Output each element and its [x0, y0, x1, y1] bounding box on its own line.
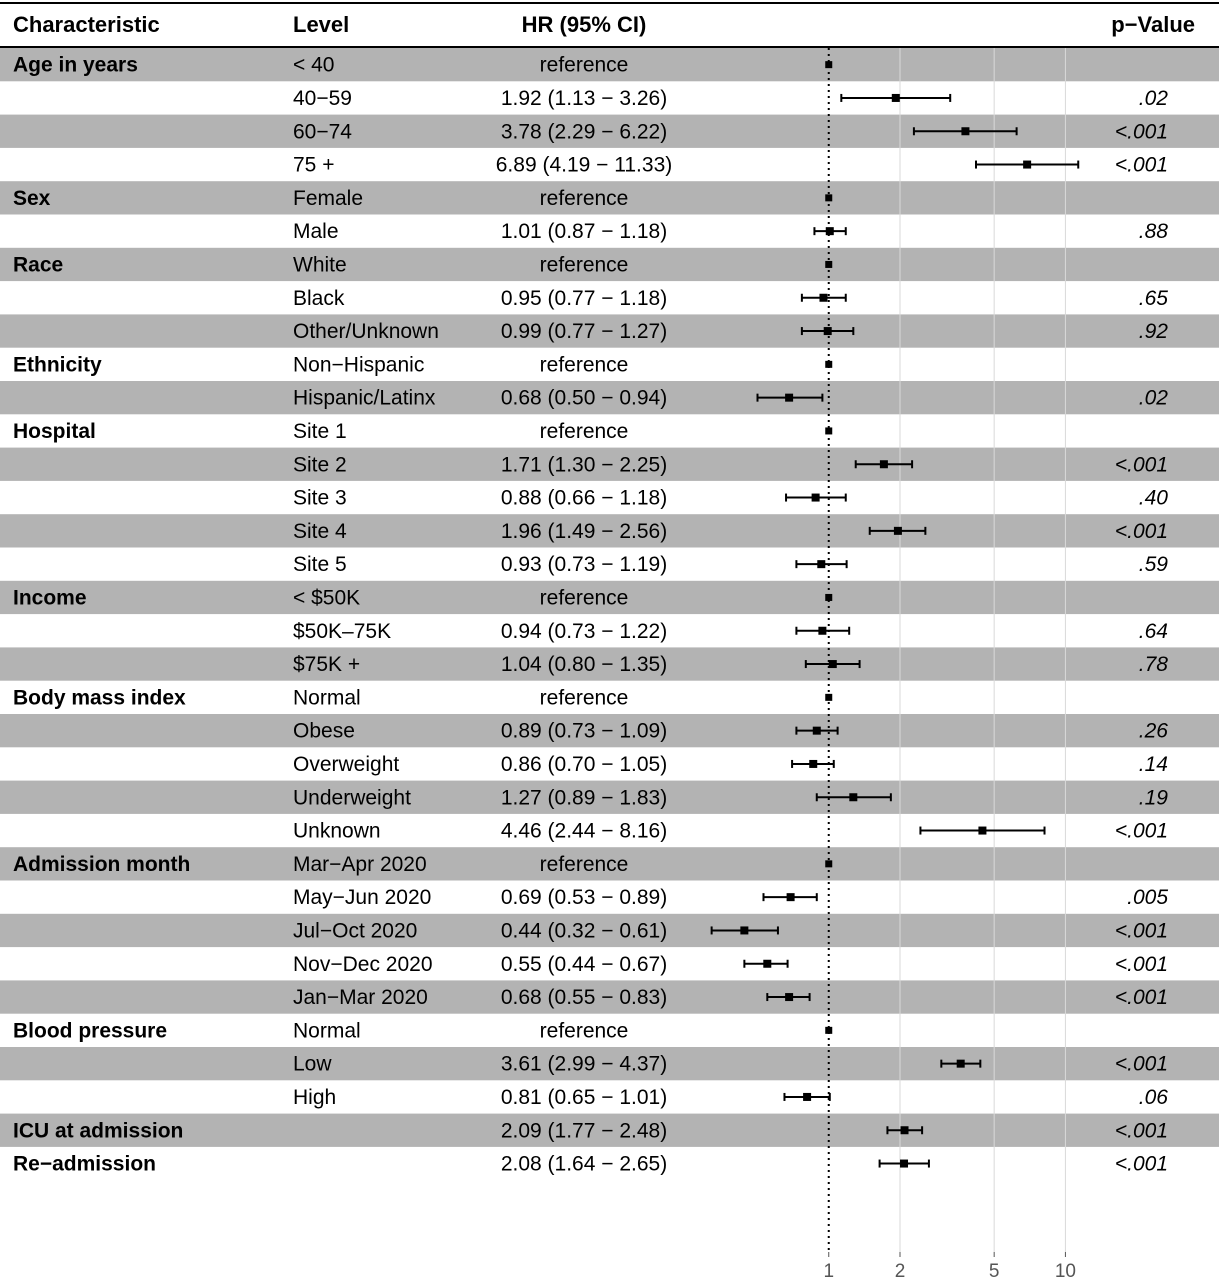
- level-label: Male: [293, 220, 339, 244]
- group-label: Body mass index: [13, 686, 186, 710]
- hr-label: reference: [539, 53, 629, 77]
- hr-label: 0.89 (0.73 − 1.09): [500, 719, 668, 743]
- hr-label: 1.71 (1.30 − 2.25): [500, 453, 668, 477]
- hr-label: 0.81 (0.65 − 1.01): [500, 1085, 668, 1109]
- hr-point: [880, 460, 888, 468]
- hr-point: [849, 793, 857, 801]
- hr-label: 3.61 (2.99 − 4.37): [500, 1052, 668, 1076]
- hr-label: 0.94 (0.73 − 1.22): [500, 619, 668, 643]
- hr-point: [812, 494, 820, 502]
- level-label: Normal: [293, 686, 361, 710]
- hr-label: 0.95 (0.77 − 1.18): [500, 286, 668, 310]
- level-label: Site 3: [293, 486, 347, 510]
- level-label: Mar−Apr 2020: [293, 852, 427, 876]
- hr-label: 6.89 (4.19 − 11.33): [495, 153, 673, 177]
- hr-label: reference: [539, 1019, 629, 1043]
- p-value: <.001: [1114, 1152, 1168, 1176]
- level-label: < 40: [293, 53, 335, 77]
- hr-label: 0.68 (0.55 − 0.83): [500, 986, 668, 1010]
- p-value: <.001: [1114, 1052, 1168, 1076]
- hr-point: [825, 194, 832, 201]
- hr-label: 1.96 (1.49 − 2.56): [500, 519, 668, 543]
- hr-label: 1.27 (0.89 − 1.83): [500, 786, 668, 810]
- hr-point: [819, 294, 827, 302]
- table-row: [293, 886, 1168, 909]
- level-label: White: [293, 253, 347, 277]
- level-label: Site 4: [293, 519, 347, 543]
- p-value: <.001: [1114, 952, 1168, 976]
- hr-point: [825, 1027, 832, 1034]
- hr-point: [826, 227, 834, 235]
- level-label: Black: [293, 286, 345, 310]
- p-value: <.001: [1114, 153, 1168, 177]
- hr-point: [825, 61, 832, 68]
- hr-label: 0.99 (0.77 − 1.27): [500, 320, 668, 344]
- p-value: .59: [1138, 553, 1168, 577]
- table-row: [13, 686, 832, 709]
- p-value: .65: [1138, 286, 1168, 310]
- level-label: Jul−Oct 2020: [293, 919, 418, 943]
- table-row: [293, 820, 1168, 843]
- p-value: <.001: [1114, 120, 1168, 144]
- hr-point: [901, 1126, 909, 1134]
- level-label: Site 2: [293, 453, 347, 477]
- level-label: Obese: [293, 719, 355, 743]
- table-row: [293, 220, 1168, 243]
- level-label: Unknown: [293, 819, 381, 843]
- hr-point: [825, 427, 832, 434]
- header-level: Level: [293, 12, 350, 37]
- level-label: Overweight: [293, 752, 400, 776]
- hr-label: 0.93 (0.73 − 1.19): [500, 553, 668, 577]
- hr-point: [825, 860, 832, 867]
- group-label: Age in years: [13, 53, 138, 77]
- group-label: ICU at admission: [13, 1119, 184, 1143]
- level-label: < $50K: [293, 586, 361, 610]
- hr-point: [978, 827, 986, 835]
- table-row: [13, 1153, 1168, 1176]
- hr-point: [740, 926, 748, 934]
- p-value: .005: [1127, 886, 1168, 910]
- hr-label: 0.68 (0.50 − 0.94): [500, 386, 668, 410]
- table-row: [293, 287, 1168, 310]
- hr-label: 0.44 (0.32 − 0.61): [500, 919, 668, 943]
- hr-point: [900, 1160, 908, 1168]
- p-value: .19: [1138, 786, 1168, 810]
- hr-point: [818, 627, 826, 635]
- hr-point: [817, 560, 825, 568]
- hr-label: 0.86 (0.70 − 1.05): [500, 752, 668, 776]
- hr-point: [892, 94, 900, 102]
- level-label: May−Jun 2020: [293, 886, 432, 910]
- hr-point: [803, 1093, 811, 1101]
- hr-point: [825, 261, 832, 268]
- p-value: <.001: [1114, 919, 1168, 943]
- hr-label: 4.46 (2.44 − 8.16): [500, 819, 668, 843]
- hr-point: [813, 727, 821, 735]
- hr-point: [957, 1060, 965, 1068]
- hr-label: 0.55 (0.44 − 0.67): [500, 952, 668, 976]
- p-value: .02: [1138, 386, 1168, 410]
- p-value: .02: [1138, 86, 1168, 110]
- level-label: Site 1: [293, 419, 347, 443]
- group-label: Blood pressure: [13, 1019, 168, 1043]
- level-label: Other/Unknown: [293, 320, 439, 344]
- group-label: Admission month: [13, 852, 191, 876]
- level-label: Underweight: [293, 786, 411, 810]
- hr-point: [825, 361, 832, 368]
- hr-point: [894, 527, 902, 535]
- table-row: [293, 620, 1168, 643]
- tick-label: 2: [894, 1261, 906, 1280]
- group-label: Sex: [13, 186, 51, 210]
- table-row: [293, 553, 1168, 576]
- level-label: 60−74: [293, 120, 352, 144]
- hr-label: reference: [539, 353, 629, 377]
- p-value: .78: [1138, 653, 1168, 677]
- level-label: Jan−Mar 2020: [293, 986, 428, 1010]
- group-label: Ethnicity: [13, 353, 102, 377]
- p-value: .88: [1138, 220, 1168, 244]
- group-label: Income: [13, 586, 87, 610]
- table-row: [293, 953, 1168, 976]
- level-label: Hispanic/Latinx: [293, 386, 436, 410]
- hr-point: [785, 993, 793, 1001]
- hr-point: [825, 694, 832, 701]
- header-pvalue: p−Value: [1111, 12, 1195, 37]
- group-label: Race: [13, 253, 64, 277]
- p-value: .14: [1138, 752, 1168, 776]
- tick-label: 1: [823, 1261, 835, 1280]
- hr-label: reference: [539, 852, 629, 876]
- table-row: [293, 154, 1168, 177]
- p-value: .40: [1138, 486, 1168, 510]
- table-row: [293, 87, 1168, 110]
- header-hr: HR (95% CI): [521, 12, 647, 37]
- table-row: [293, 753, 1168, 776]
- hr-label: 1.92 (1.13 − 3.26): [500, 86, 668, 110]
- hr-point: [787, 893, 795, 901]
- hr-label: reference: [539, 419, 629, 443]
- level-label: High: [293, 1085, 337, 1109]
- header-characteristic: Characteristic: [13, 12, 160, 37]
- group-label: Re−admission: [13, 1152, 156, 1176]
- hr-point: [1023, 161, 1031, 169]
- level-label: $75K +: [293, 653, 361, 677]
- p-value: .06: [1138, 1085, 1168, 1109]
- level-label: $50K–75K: [293, 619, 392, 643]
- table-row: [293, 1086, 1168, 1109]
- hr-point: [809, 760, 817, 768]
- hr-label: reference: [539, 686, 629, 710]
- hr-label: 1.04 (0.80 − 1.35): [500, 653, 668, 677]
- table-row: [13, 353, 832, 376]
- tick-label: 10: [1054, 1261, 1076, 1280]
- table-row: [13, 1019, 832, 1042]
- hr-point: [785, 394, 793, 402]
- level-label: Site 5: [293, 553, 347, 577]
- p-value: <.001: [1114, 519, 1168, 543]
- level-label: Low: [293, 1052, 332, 1076]
- p-value: .64: [1138, 619, 1168, 643]
- hr-label: reference: [539, 253, 629, 277]
- level-label: 40−59: [293, 86, 352, 110]
- table-row: [293, 487, 1168, 510]
- group-label: Hospital: [13, 419, 96, 443]
- p-value: <.001: [1114, 819, 1168, 843]
- hr-point: [763, 960, 771, 968]
- hr-label: reference: [539, 586, 629, 610]
- hr-label: 0.69 (0.53 − 0.89): [500, 886, 668, 910]
- p-value: <.001: [1114, 453, 1168, 477]
- x-axis-ticks: [823, 1252, 1076, 1280]
- p-value: <.001: [1114, 986, 1168, 1010]
- hr-point: [825, 594, 832, 601]
- p-value: .92: [1138, 320, 1168, 344]
- level-label: Normal: [293, 1019, 361, 1043]
- hr-label: 2.09 (1.77 − 2.48): [500, 1119, 668, 1143]
- hr-label: 2.08 (1.64 − 2.65): [500, 1152, 668, 1176]
- hr-point: [961, 127, 969, 135]
- hr-point: [829, 660, 837, 668]
- hr-label: 0.88 (0.66 − 1.18): [500, 486, 668, 510]
- hr-label: 1.01 (0.87 − 1.18): [500, 220, 668, 244]
- level-label: 75 +: [293, 153, 335, 177]
- hr-label: 3.78 (2.29 − 6.22): [500, 120, 668, 144]
- level-label: Female: [293, 186, 364, 210]
- p-value: .26: [1138, 719, 1168, 743]
- level-label: Nov−Dec 2020: [293, 952, 433, 976]
- hr-point: [824, 327, 832, 335]
- table-row: [13, 420, 832, 443]
- tick-label: 5: [988, 1261, 1000, 1280]
- level-label: Non−Hispanic: [293, 353, 425, 377]
- p-value: <.001: [1114, 1119, 1168, 1143]
- hr-label: reference: [539, 186, 629, 210]
